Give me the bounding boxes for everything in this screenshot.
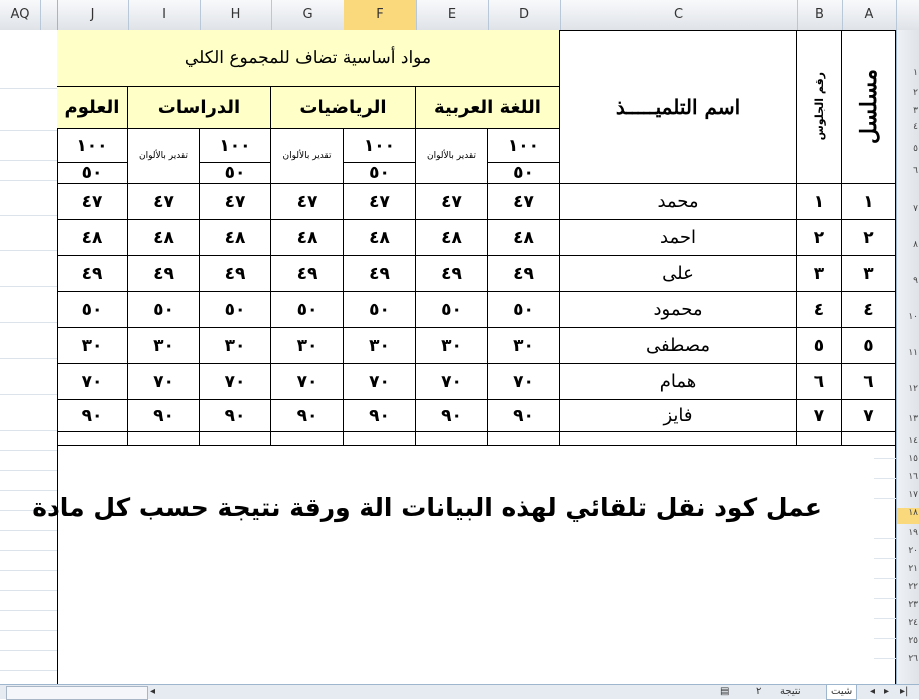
empty-cell[interactable] — [57, 432, 128, 446]
empty-cell[interactable] — [488, 432, 560, 446]
row-header[interactable]: ٨ — [913, 240, 918, 250]
column-header-a[interactable]: A — [842, 0, 897, 30]
grade-label-math[interactable]: تقدير بالألوان — [271, 129, 344, 184]
column-header-e[interactable]: E — [416, 0, 489, 30]
row-header[interactable]: ١١ — [908, 348, 918, 358]
empty-cell[interactable] — [271, 432, 344, 446]
row-header[interactable]: ٢٦ — [908, 654, 918, 664]
score-cell[interactable]: ٤٩ — [271, 256, 344, 292]
score-cell[interactable]: ٤٨ — [416, 220, 488, 256]
seat-number-cell[interactable]: ٣ — [797, 256, 842, 292]
score-cell[interactable]: ٣٠ — [416, 328, 488, 364]
score-cell[interactable]: ٣٠ — [344, 328, 416, 364]
row-header[interactable]: ١٣ — [908, 414, 918, 424]
score-cell[interactable]: ٤٩ — [488, 256, 560, 292]
row-header[interactable]: ١٦ — [908, 472, 918, 482]
column-header-bar — [0, 0, 919, 31]
seat-number-cell[interactable]: ١ — [797, 184, 842, 220]
scroll-left-icon[interactable]: ◂ — [150, 686, 156, 697]
empty-cell[interactable] — [128, 432, 200, 446]
row-header[interactable]: ١٧ — [908, 490, 918, 500]
score-cell[interactable]: ٥٠ — [200, 292, 271, 328]
grade-label-arabic[interactable]: تقدير بالألوان — [416, 129, 488, 184]
score-cell[interactable]: ٧٠ — [271, 364, 344, 400]
serial-header-cell[interactable] — [842, 30, 896, 184]
max-score-studies[interactable]: ١٠٠ — [200, 129, 271, 163]
column-header-d[interactable]: D — [488, 0, 561, 30]
seat-number-cell[interactable]: ٢ — [797, 220, 842, 256]
row-header[interactable]: ١٢ — [908, 384, 918, 394]
empty-cell[interactable] — [560, 432, 797, 446]
score-cell[interactable]: ٤٨ — [488, 220, 560, 256]
tab-nav-last-icon[interactable]: ▸| — [900, 686, 909, 697]
score-cell[interactable]: ٩٠ — [344, 400, 416, 432]
student-name-cell[interactable]: فايز — [560, 400, 797, 432]
min-score-arabic[interactable]: ٥٠ — [488, 163, 560, 184]
score-cell[interactable]: ٤٧ — [271, 184, 344, 220]
row-header[interactable]: ٢٠ — [908, 546, 918, 556]
empty-cell[interactable] — [344, 432, 416, 446]
row-header[interactable]: ٤ — [913, 122, 918, 132]
score-cell[interactable]: ٤٨ — [128, 220, 200, 256]
grade-label-studies[interactable]: تقدير بالألوان — [128, 129, 200, 184]
seat-number-header-cell[interactable] — [797, 30, 842, 184]
serial-cell[interactable]: ٤ — [842, 292, 896, 328]
score-cell[interactable]: ٩٠ — [271, 400, 344, 432]
row-header[interactable]: ٢ — [913, 88, 918, 98]
row-header[interactable]: ١ — [913, 68, 918, 78]
column-header-g[interactable]: G — [271, 0, 345, 30]
sheet-tab-3[interactable]: ٢ — [756, 686, 762, 697]
score-cell[interactable]: ٤٩ — [344, 256, 416, 292]
max-score-science[interactable]: ١٠٠ — [57, 129, 128, 163]
score-cell[interactable]: ٥٠ — [488, 292, 560, 328]
score-cell[interactable]: ٧٠ — [200, 364, 271, 400]
row-header[interactable]: ٢٣ — [908, 600, 918, 610]
empty-cell[interactable] — [797, 432, 842, 446]
student-name-cell[interactable]: على — [560, 256, 797, 292]
score-cell[interactable]: ٤٧ — [128, 184, 200, 220]
score-cell[interactable]: ٤٧ — [344, 184, 416, 220]
score-cell[interactable]: ٤٩ — [416, 256, 488, 292]
column-header-gap — [40, 0, 58, 30]
score-cell[interactable]: ٩٠ — [128, 400, 200, 432]
min-score-studies[interactable]: ٥٠ — [200, 163, 271, 184]
score-cell[interactable]: ٥٠ — [271, 292, 344, 328]
row-header[interactable]: ١٤ — [908, 436, 918, 446]
score-cell[interactable]: ٧٠ — [416, 364, 488, 400]
student-name-cell[interactable]: همام — [560, 364, 797, 400]
score-cell[interactable]: ٤٩ — [200, 256, 271, 292]
serial-cell[interactable]: ٦ — [842, 364, 896, 400]
student-name-cell[interactable]: محمد — [560, 184, 797, 220]
serial-cell[interactable]: ٢ — [842, 220, 896, 256]
merged-note-area[interactable] — [32, 446, 896, 684]
score-cell[interactable]: ٤٧ — [488, 184, 560, 220]
score-cell[interactable]: ٥٠ — [57, 292, 128, 328]
row-header-bar — [896, 30, 919, 684]
student-name-cell[interactable]: احمد — [560, 220, 797, 256]
score-cell[interactable]: ٤٩ — [128, 256, 200, 292]
score-cell[interactable]: ٥٠ — [128, 292, 200, 328]
max-score-arabic[interactable]: ١٠٠ — [488, 129, 560, 163]
score-cell[interactable]: ٤٩ — [57, 256, 128, 292]
subject-header-arabic[interactable]: اللغة العربية — [416, 87, 560, 129]
subject-header-studies[interactable]: الدراسات — [128, 87, 271, 129]
sheet-insert-icon[interactable]: ▤ — [720, 686, 730, 697]
min-score-science[interactable]: ٥٠ — [57, 163, 128, 184]
score-cell[interactable]: ٧٠ — [344, 364, 416, 400]
sheet-tab-bar — [0, 684, 919, 699]
tab-nav-prev-icon[interactable]: ◂ — [870, 686, 876, 697]
score-cell[interactable]: ٧٠ — [57, 364, 128, 400]
score-cell[interactable]: ٧٠ — [128, 364, 200, 400]
seat-number-cell[interactable]: ٧ — [797, 400, 842, 432]
row-header[interactable]: ١٩ — [908, 528, 918, 538]
row-header[interactable]: ٢١ — [908, 564, 918, 574]
score-cell[interactable]: ٩٠ — [488, 400, 560, 432]
student-name-header[interactable]: اسم التلميـــــذ — [560, 30, 797, 184]
frozen-pane — [0, 30, 58, 684]
seat-number-header: رقم الجلوس — [812, 72, 826, 141]
serial-cell[interactable]: ٧ — [842, 400, 896, 432]
empty-cell[interactable] — [200, 432, 271, 446]
score-cell[interactable]: ٤٧ — [416, 184, 488, 220]
instruction-note: عمل كود نقل تلقائي لهذه البيانات الة ورقة نتيجة حسب كل مادة — [32, 493, 822, 522]
student-name-cell[interactable]: محمود — [560, 292, 797, 328]
empty-cell[interactable] — [842, 432, 896, 446]
tab-nav-next-icon[interactable]: ▸ — [884, 686, 890, 697]
row-header-active[interactable]: ١٨ — [897, 508, 919, 524]
score-cell[interactable]: ٥٠ — [344, 292, 416, 328]
column-header-j[interactable]: J — [57, 0, 129, 30]
score-cell[interactable]: ٥٠ — [416, 292, 488, 328]
sheet-tab-2[interactable]: نتيجة — [780, 686, 801, 697]
score-cell[interactable]: ٩٠ — [200, 400, 271, 432]
score-cell[interactable]: ٤٨ — [271, 220, 344, 256]
score-cell[interactable]: ٤٧ — [200, 184, 271, 220]
seat-number-cell[interactable]: ٦ — [797, 364, 842, 400]
score-cell[interactable]: ٣٠ — [200, 328, 271, 364]
empty-cell[interactable] — [416, 432, 488, 446]
column-header-h[interactable]: H — [200, 0, 272, 30]
column-header-c[interactable]: C — [560, 0, 798, 30]
row-header[interactable]: ١٠ — [908, 312, 918, 322]
min-score-math[interactable]: ٥٠ — [344, 163, 416, 184]
row-header[interactable]: ٢٢ — [908, 582, 918, 592]
row-header[interactable]: ٦ — [913, 166, 918, 176]
score-cell[interactable]: ٣٠ — [271, 328, 344, 364]
seat-number-cell[interactable]: ٤ — [797, 292, 842, 328]
row-header[interactable]: ٩ — [913, 276, 918, 286]
subject-header-science[interactable]: العلوم — [57, 87, 128, 129]
seat-number-cell[interactable]: ٥ — [797, 328, 842, 364]
score-cell[interactable]: ٧٠ — [488, 364, 560, 400]
score-cell[interactable]: ٤٧ — [57, 184, 128, 220]
score-cell[interactable]: ٩٠ — [57, 400, 128, 432]
row-header[interactable]: ٢٤ — [908, 618, 918, 628]
row-header[interactable]: ١٥ — [908, 454, 918, 464]
column-header-b[interactable]: B — [797, 0, 843, 30]
column-header-aq[interactable]: AQ — [0, 0, 41, 30]
serial-cell[interactable]: ٥ — [842, 328, 896, 364]
column-header-i[interactable]: I — [128, 0, 201, 30]
column-header-f[interactable]: F — [344, 0, 417, 30]
score-cell[interactable]: ٤٨ — [200, 220, 271, 256]
row-header[interactable]: ٥ — [913, 144, 918, 154]
score-cell[interactable]: ٩٠ — [416, 400, 488, 432]
student-name-cell[interactable]: مصطفى — [560, 328, 797, 364]
row-header[interactable]: ٢٥ — [908, 636, 918, 646]
subject-header-math[interactable]: الرياضيات — [271, 87, 416, 129]
subjects-group-title[interactable]: مواد أساسية تضاف للمجموع الكلي — [57, 30, 560, 87]
serial-header: مسلسل — [855, 69, 882, 144]
score-cell[interactable]: ٤٨ — [344, 220, 416, 256]
serial-cell[interactable]: ١ — [842, 184, 896, 220]
score-cell[interactable]: ٣٠ — [128, 328, 200, 364]
score-cell[interactable]: ٣٠ — [57, 328, 128, 364]
score-cell[interactable]: ٣٠ — [488, 328, 560, 364]
score-cell[interactable]: ٤٨ — [57, 220, 128, 256]
max-score-math[interactable]: ١٠٠ — [344, 129, 416, 163]
row-header[interactable]: ٣ — [913, 106, 918, 116]
sheet-tab-1[interactable]: شيت — [826, 685, 857, 700]
row-header[interactable]: ٧ — [913, 204, 918, 214]
serial-cell[interactable]: ٣ — [842, 256, 896, 292]
